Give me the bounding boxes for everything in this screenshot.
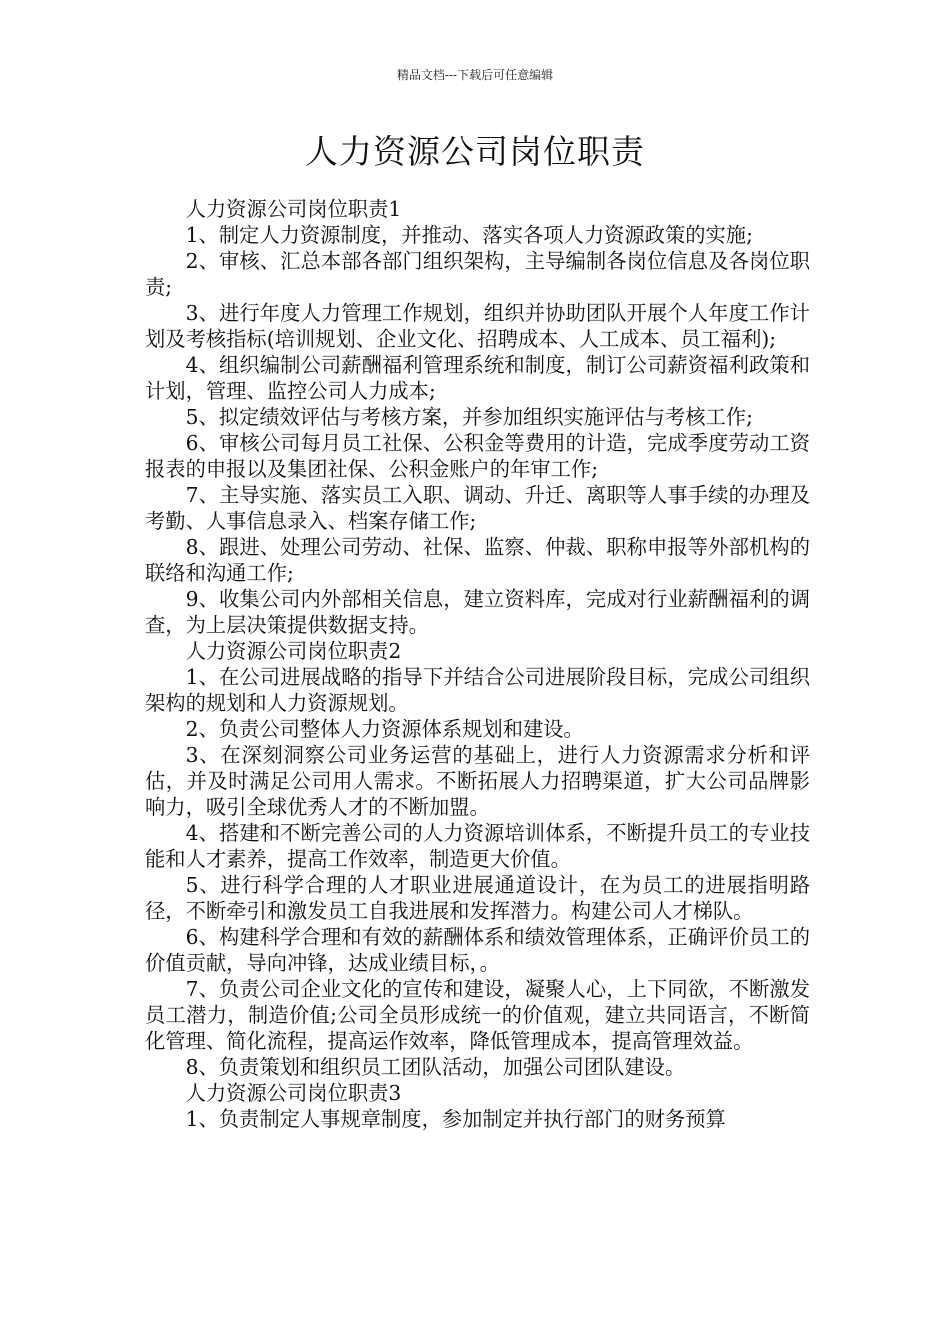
paragraph: 5、拟定绩效评估与考核方案，并参加组织实施评估与考核工作; bbox=[185, 405, 753, 429]
paragraph: 1、在公司进展战略的指导下并结合公司进展阶段目标，完成公司组织架构的规划和人力资源规划。 bbox=[145, 665, 810, 715]
paragraph: 8、跟进、处理公司劳动、社保、监察、仲裁、职称申报等外部机构的联络和沟通工作; bbox=[145, 535, 810, 585]
section-heading-3: 人力资源公司岗位职责3 bbox=[185, 1081, 402, 1105]
document-body bbox=[145, 196, 810, 1132]
paragraph: 4、搭建和不断完善公司的人力资源培训体系，不断提升员工的专业技能和人才素养，提高工作效率，制造更大价值。 bbox=[145, 821, 810, 871]
paragraph: 4、组织编制公司薪酬福利管理系统和制度，制订公司薪资福利政策和计划，管理、监控公司人力成本; bbox=[145, 353, 810, 403]
paragraph: 1、负责制定人事规章制度，参加制定并执行部门的财务预算 bbox=[185, 1107, 726, 1131]
paragraph: 7、主导实施、落实员工入职、调动、升迁、离职等人事手续的办理及考勤、人事信息录入、档案存储工作; bbox=[145, 483, 810, 533]
paragraph: 6、构建科学合理和有效的薪酬体系和绩效管理体系，正确评价员工的价值贡献，导向冲锋，达成业绩目标，。 bbox=[145, 925, 810, 975]
paragraph: 2、负责公司整体人力资源体系规划和建设。 bbox=[185, 717, 584, 741]
paragraph: 2、审核、汇总本部各部门组织架构，主导编制各岗位信息及各岗位职责; bbox=[145, 249, 810, 299]
paragraph: 9、收集公司内外部相关信息，建立资料库，完成对行业薪酬福利的调查，为上层决策提供数据支持。 bbox=[145, 587, 810, 637]
header-note: 精品文档---下载后可任意编辑 bbox=[396, 68, 554, 82]
paragraph: 7、负责公司企业文化的宣传和建设，凝聚人心，上下同欲，不断激发员工潜力，制造价值;公司全员形成统一的价值观，建立共同语言，不断简化管理、简化流程，提高运作效率，降低管理成本，提高管理效益。 bbox=[145, 977, 810, 1053]
paragraph: 3、在深刻洞察公司业务运营的基础上，进行人力资源需求分析和评估，并及时满足公司用人需求。不断拓展人力招聘渠道，扩大公司品牌影响力，吸引全球优秀人才的不断加盟。 bbox=[145, 743, 810, 819]
paragraph: 3、进行年度人力管理工作规划，组织并协助团队开展个人年度工作计划及考核指标(培训规划、企业文化、招聘成本、人工成本、员工福利); bbox=[145, 301, 810, 351]
paragraph: 1、制定人力资源制度，并推动、落实各项人力资源政策的实施; bbox=[185, 223, 753, 247]
paragraph: 6、审核公司每月员工社保、公积金等费用的计造，完成季度劳动工资报表的申报以及集团社保、公积金账户的年审工作; bbox=[145, 431, 810, 481]
document-title: 人力资源公司岗位职责 bbox=[305, 132, 645, 171]
section-heading-1: 人力资源公司岗位职责1 bbox=[185, 197, 402, 221]
paragraph: 8、负责策划和组织员工团队活动，加强公司团队建设。 bbox=[185, 1055, 686, 1079]
section-heading-2: 人力资源公司岗位职责2 bbox=[185, 639, 402, 663]
paragraph: 5、进行科学合理的人才职业进展通道设计，在为员工的进展指明路径，不断牵引和激发员工自我进展和发挥潜力。构建公司人才梯队。 bbox=[145, 873, 810, 923]
